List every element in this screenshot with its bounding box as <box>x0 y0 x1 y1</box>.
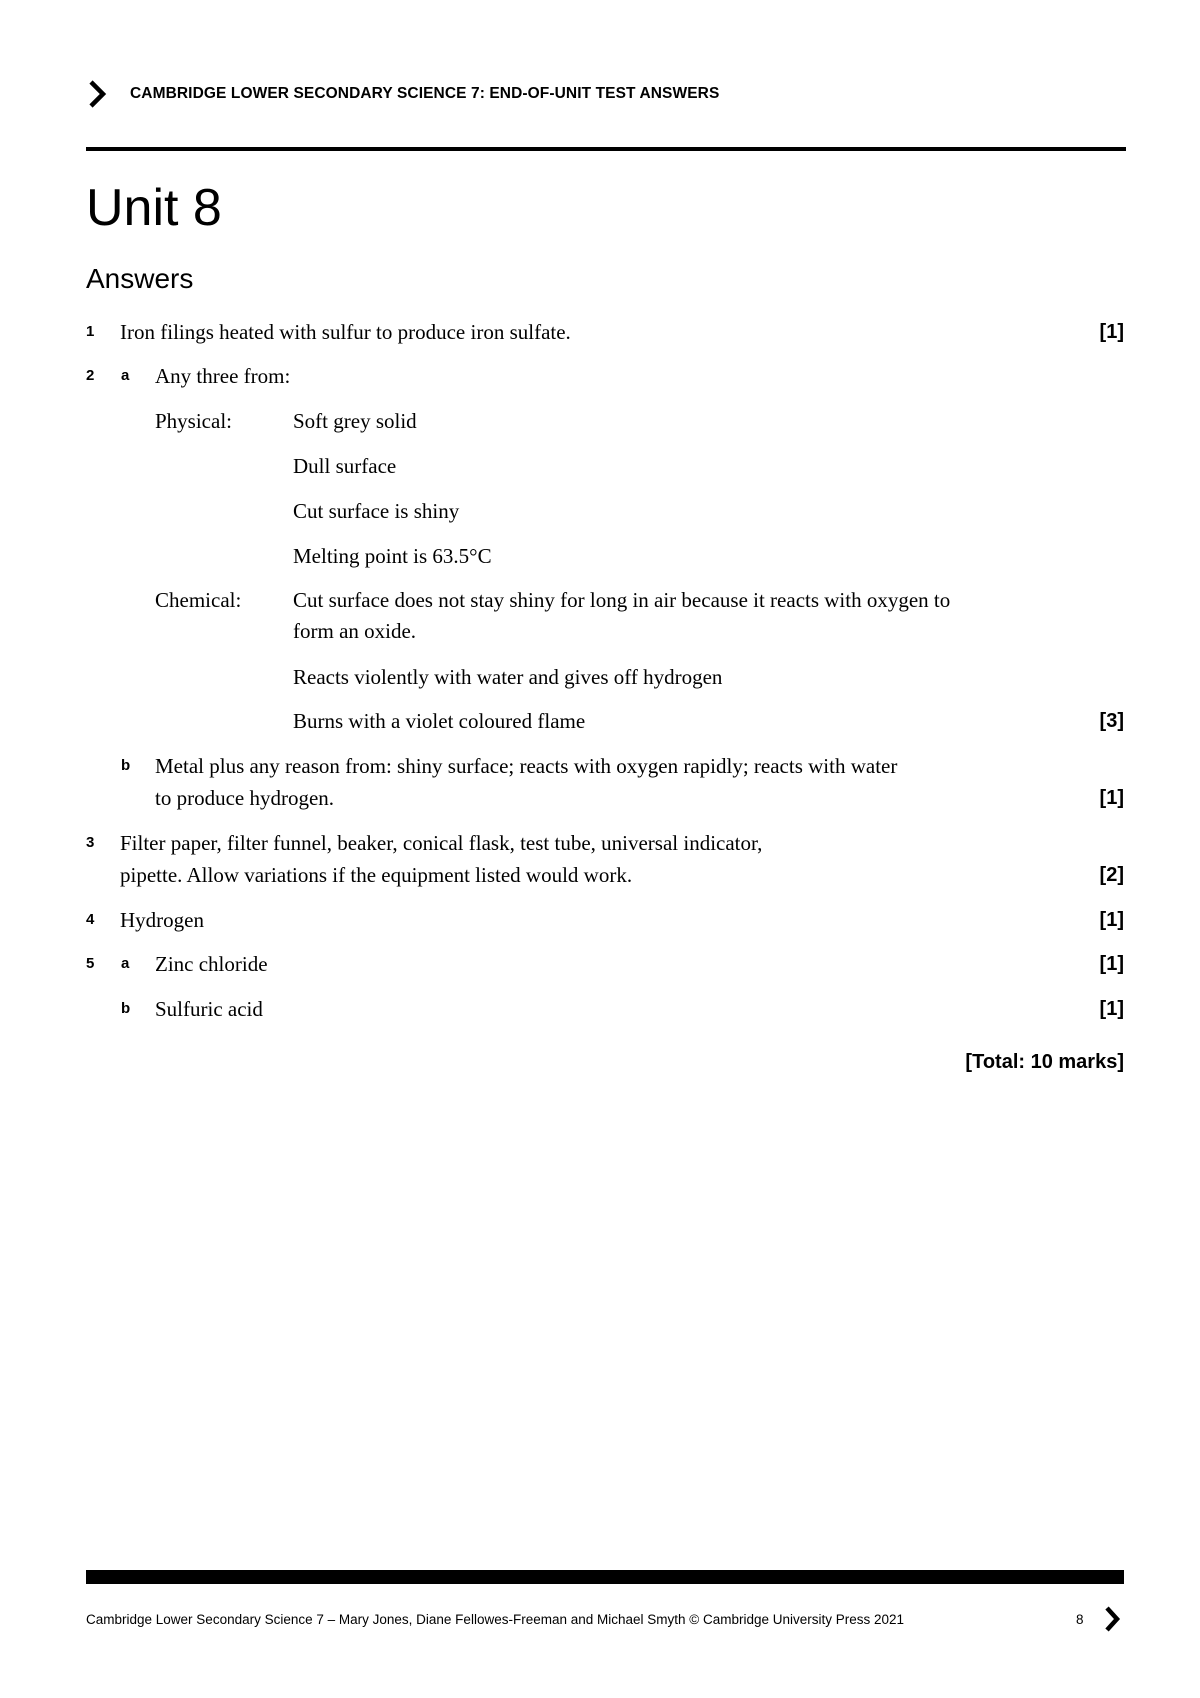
answer-q5a <box>0 948 1200 980</box>
subquestion-label: a <box>121 367 130 384</box>
answer-q2b-line1 <box>0 750 1200 782</box>
answer-q4 <box>0 904 1200 936</box>
chemical-row-3 <box>0 705 1200 737</box>
answer-q2b-line2 <box>0 782 1200 814</box>
mark-badge: [1] <box>1099 998 1124 1020</box>
section-title: Answers <box>86 263 194 294</box>
chemical-row-1 <box>0 584 1200 616</box>
chevron-right-icon <box>86 79 108 109</box>
mark-badge: [1] <box>1099 953 1124 975</box>
unit-title: Unit 8 <box>86 179 222 237</box>
question-number: 1 <box>86 323 95 340</box>
subquestion-label: b <box>121 757 131 774</box>
answer-text: Sulfuric acid <box>155 997 263 1021</box>
answer-text: Metal plus any reason from: shiny surface; reacts with oxygen rapidly; reacts with water <box>155 754 898 778</box>
answer-text: Any three from: <box>155 364 291 388</box>
answer-q5b <box>0 993 1200 1025</box>
answer-text: Zinc chloride <box>155 952 268 976</box>
page-number: 8 <box>1076 1612 1084 1627</box>
answer-text: Hydrogen <box>120 908 204 932</box>
mark-badge: [1] <box>1099 787 1124 809</box>
page-header <box>86 76 1126 112</box>
chemical-row-2 <box>0 661 1200 693</box>
chemical-property: Cut surface does not stay shiny for long in air because it reacts with oxygen to <box>293 588 951 612</box>
answer-text: to produce hydrogen. <box>155 786 335 810</box>
answer-text: Iron filings heated with sulfur to produce iron sulfate. <box>120 320 571 344</box>
mark-badge: [1] <box>1099 321 1124 343</box>
physical-property: Soft grey solid <box>293 409 417 433</box>
answer-q2a-intro <box>0 360 1200 392</box>
physical-property: Cut surface is shiny <box>293 499 460 523</box>
answer-q1 <box>0 316 1200 348</box>
chemical-property: Burns with a violet coloured flame <box>293 709 586 733</box>
header-rule <box>86 147 1126 151</box>
header-title: CAMBRIDGE LOWER SECONDARY SCIENCE 7: END-OF-UNIT TEST ANSWERS <box>130 85 720 102</box>
subquestion-label: b <box>121 1000 131 1017</box>
physical-row-2 <box>0 450 1200 482</box>
mark-badge: [1] <box>1099 909 1124 931</box>
physical-property: Melting point is 63.5°C <box>293 544 492 568</box>
footer-bar <box>86 1570 1124 1584</box>
physical-row-3 <box>0 495 1200 527</box>
physical-property: Dull surface <box>293 454 397 478</box>
chevron-right-icon[interactable] <box>1102 1604 1122 1634</box>
physical-label: Physical: <box>155 409 232 433</box>
mark-badge: [3] <box>1099 710 1124 732</box>
chemical-property: form an oxide. <box>293 619 417 643</box>
footer-credits: Cambridge Lower Secondary Science 7 – Mary Jones, Diane Fellowes-Freeman and Michael Smyth © Cambridge University Press 2021 <box>86 1612 905 1627</box>
total-marks: [Total: 10 marks] <box>965 1051 1124 1073</box>
total-row <box>0 1046 1200 1078</box>
question-number: 3 <box>86 834 95 851</box>
answer-text: Filter paper, filter funnel, beaker, conical flask, test tube, universal indicator, <box>120 831 763 855</box>
question-number: 4 <box>86 911 95 928</box>
question-number: 2 <box>86 367 95 384</box>
chemical-row-1-cont <box>0 615 1200 647</box>
answer-text: pipette. Allow variations if the equipment listed would work. <box>120 863 633 887</box>
chemical-property: Reacts violently with water and gives off hydrogen <box>293 665 723 689</box>
question-number: 5 <box>86 955 95 972</box>
answer-q3-line1 <box>0 827 1200 859</box>
answer-q3-line2 <box>0 859 1200 891</box>
mark-badge: [2] <box>1099 864 1124 886</box>
chemical-label: Chemical: <box>155 588 242 612</box>
physical-row-4 <box>0 540 1200 572</box>
subquestion-label: a <box>121 955 130 972</box>
physical-row-1 <box>0 405 1200 437</box>
